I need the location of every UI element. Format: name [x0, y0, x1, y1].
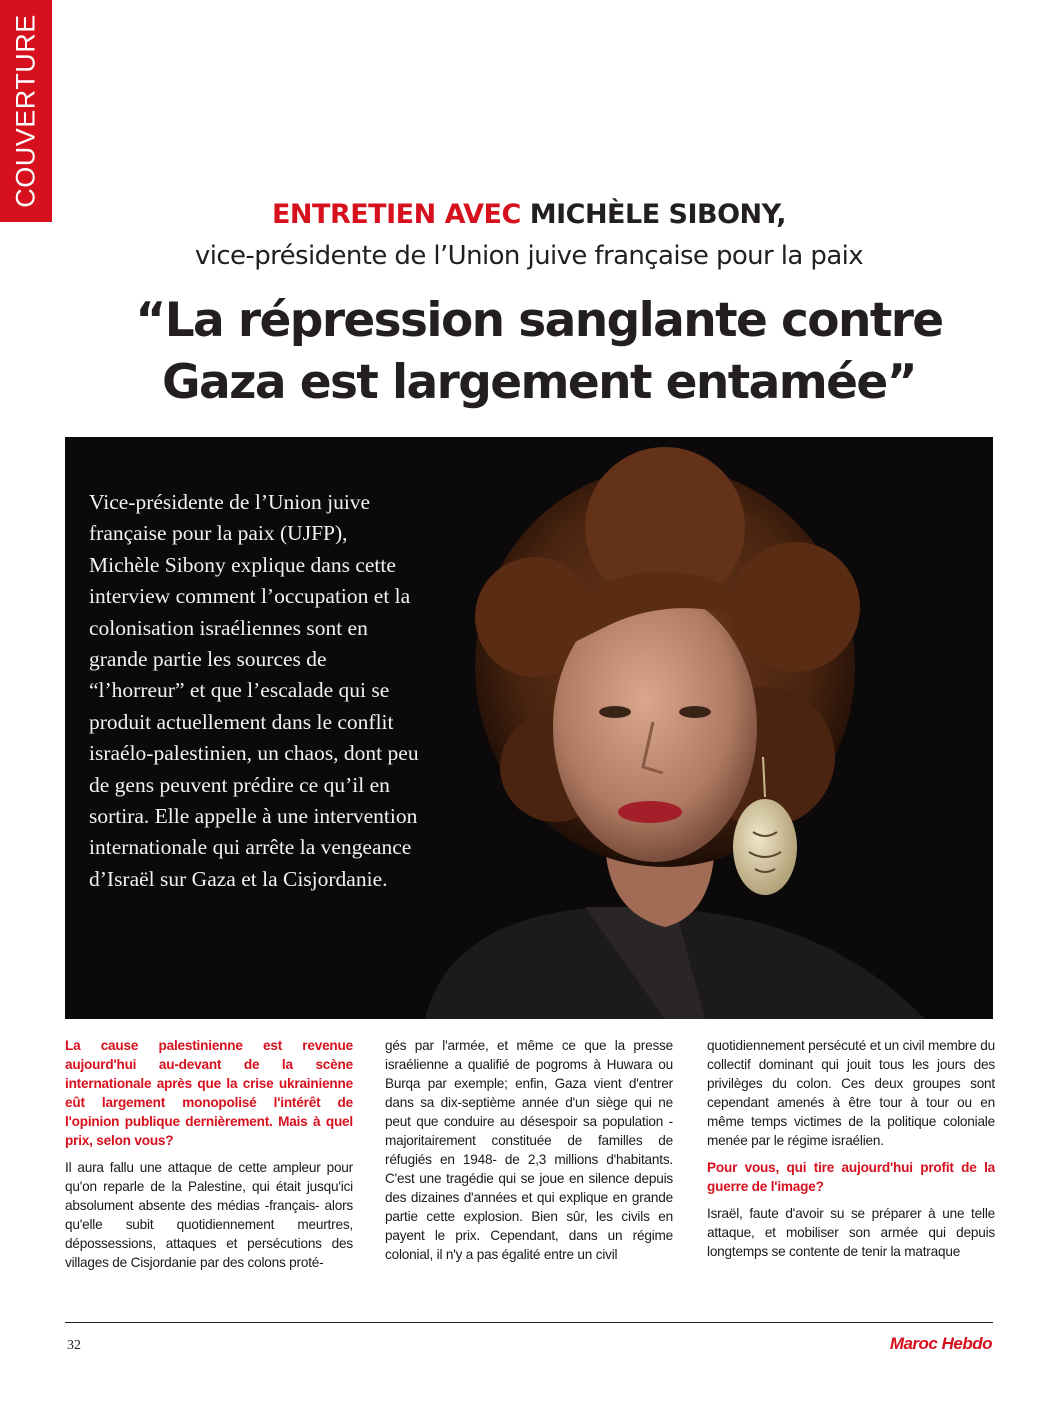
kicker-name: MICHÈLE SIBONY,: [529, 199, 786, 230]
interview-question: Pour vous, qui tire aujourd'hui profit de la guerre de l'image?: [707, 1160, 995, 1194]
interview-answer: Il aura fallu une attaque de cette ampleur pour qu'on reparle de la Palestine, qui était jusqu'ici absolument absente des médias -français- alors qu'elle subit quotidiennement meurtres, dépossessions, attaques et persécutions des villages de Cisjordanie par des colons proté-: [65, 1160, 353, 1270]
kicker-role: vice-présidente de l’Union juive française pour la paix: [194, 241, 864, 271]
page-number: 32: [67, 1338, 81, 1353]
kicker-prefix: ENTRETIEN AVEC: [271, 199, 521, 230]
headline-line-2: Gaza est largement entamée”: [161, 355, 916, 410]
headline: [60, 290, 1018, 414]
headline-line-1: “La répression sanglante contre: [135, 293, 943, 348]
interview-question: La cause palestinienne est revenue aujourd'hui au-devant de la scène internationale après que la crise ukrainienne eût largement monopolisé l'intérêt de l'opinion publique dernièrement. Mais à quel prix, selon vous?: [65, 1038, 353, 1148]
magazine-logo: Maroc Hebdo: [889, 1334, 992, 1353]
footer-rule: [65, 1322, 993, 1323]
interview-answer-continued: quotidiennement persécuté et un civil membre du collectif dominant qui jouit tous les jours des privilèges du colon. Ces deux groupes sont cependant amenés à être tour à tour ou en même temps victimes de la politique coloniale menée par le régime israélien.: [707, 1038, 995, 1148]
interview-kicker: [0, 196, 1058, 234]
article-column-3: [707, 1036, 995, 1306]
article-column-1: [65, 1036, 353, 1306]
article-body: [65, 1036, 995, 1306]
section-label: COUVERTURE: [10, 14, 41, 208]
lede-paragraph: Vice-présidente de l’Union juive française pour la paix (UJFP), Michèle Sibony explique dans cette interview comment l’occupation et la colonisation israéliennes sont en grande partie les sources de “l’horreur” et que l’escalade qui se produit actuellement dans le conflit israélo-palestinien, un chaos, dont peu de gens peuvent prédire ce qu’il en sortira. Elle appelle à une intervention internationale qui arrête la vengeance d’Israël sur Gaza et la Cisjordanie.: [89, 490, 419, 891]
interview-answer: Israël, faute d'avoir su se préparer à une telle attaque, et mobiliser son armée qui depuis longtemps se contente de tenir la matraque: [707, 1206, 995, 1259]
portrait-photo: [65, 437, 993, 1019]
article-column-2: [385, 1036, 673, 1306]
section-tab: [0, 0, 52, 222]
interview-answer-continued: gés par l'armée, et même ce que la presse israélienne a qualifié de pogroms à Huwara ou Burqa par exemple; enfin, Gaza vient d'entrer dans sa dix-septième année d'un siège qui ne peut que conduire au désespoir sa population -majoritairement constituée de familles de réfugiés en 1948- de 2,3 millions d'habitants. C'est une tragédie qui se joue en silence depuis des dizaines d'années et qui explique en grande partie cette explosion. Bien sûr, les civils en payent le prix. Cependant, dans un régime colonial, il n'y a pas égalité entre un civil: [385, 1038, 673, 1262]
